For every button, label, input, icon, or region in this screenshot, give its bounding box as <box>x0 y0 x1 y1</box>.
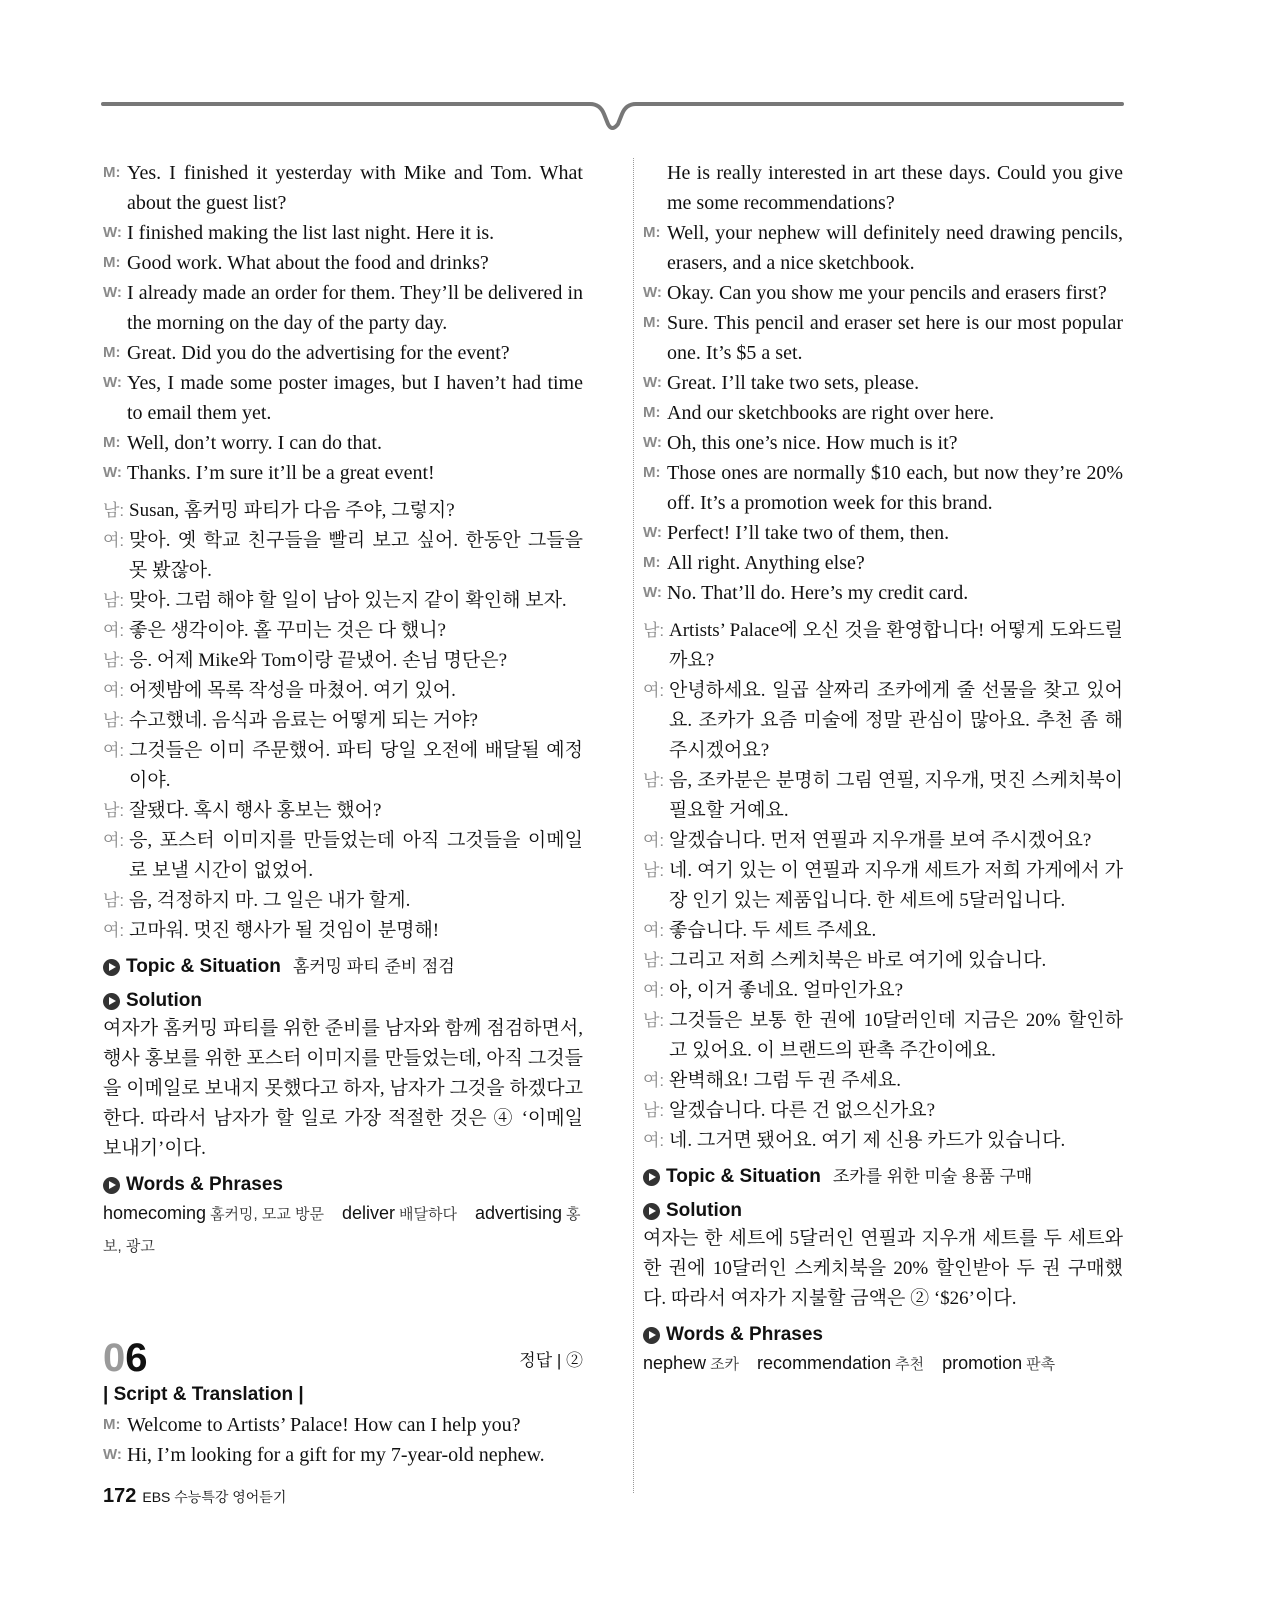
speaker-label: 여: <box>643 921 665 940</box>
solution-label: Solution <box>666 1200 742 1221</box>
word-english: promotion <box>942 1353 1023 1373</box>
word-english: nephew <box>643 1353 707 1373</box>
dialogue-text: 수고했네. 음식과 음료는 어떻게 되는 거야? <box>129 710 478 731</box>
topic-heading <box>643 1164 1123 1190</box>
play-circle-icon <box>643 1327 660 1344</box>
dialogue-line <box>643 308 1123 368</box>
speaker-label: 여: <box>643 1071 665 1090</box>
speaker-label: 여: <box>103 681 125 700</box>
speaker-label: 여: <box>643 981 665 1000</box>
speaker-label: 남: <box>103 891 125 910</box>
speaker-label: W: <box>643 284 662 301</box>
speaker-label: M: <box>103 1416 121 1433</box>
problem-number <box>103 1336 148 1380</box>
speaker-label: M: <box>103 254 121 271</box>
speaker-label: 남: <box>103 591 125 610</box>
speaker-label: 여: <box>103 621 125 640</box>
dialogue-line <box>103 248 583 278</box>
dialogue-line <box>643 278 1123 308</box>
word-korean: 홈커밍, 모교 방문 <box>210 1206 324 1223</box>
word-english: advertising <box>475 1203 563 1223</box>
dialogue-line <box>103 458 583 488</box>
word-korean: 조카 <box>710 1356 740 1373</box>
dialogue-line <box>103 338 583 368</box>
dialogue-text: 그리고 저희 스케치북은 바로 여기에 있습니다. <box>669 950 1047 971</box>
speaker-label: 남: <box>103 501 125 520</box>
problem-number-second: 6 <box>125 1336 148 1380</box>
speaker-label: W: <box>103 1446 122 1463</box>
dialogue-text: I already made an order for them. They’ll be delivered in the morning on the day of the party day. <box>127 282 583 334</box>
dialogue-text: 음, 걱정하지 마. 그 일은 내가 할게. <box>129 890 411 911</box>
dialogue-line <box>643 218 1123 278</box>
dialogue-text: Sure. This pencil and eraser set here is our most popular one. It’s $5 a set. <box>667 312 1123 364</box>
dialogue-text: Okay. Can you show me your pencils and erasers first? <box>667 282 1107 304</box>
dialogue-text: Well, your nephew will definitely need drawing pencils, erasers, and a nice sketchbook. <box>667 222 1123 274</box>
play-circle-icon <box>643 1203 660 1220</box>
dialogue-text: Great. I’ll take two sets, please. <box>667 372 920 394</box>
dialogue-line <box>643 1126 1123 1156</box>
speaker-label: M: <box>103 434 121 451</box>
words-list <box>643 1348 1123 1380</box>
dialogue-line <box>103 646 583 676</box>
dialogue-line <box>103 796 583 826</box>
speaker-label: 여: <box>103 531 125 550</box>
words-heading <box>103 1172 583 1198</box>
problem-dialogue <box>103 1410 583 1470</box>
speaker-label: W: <box>643 584 662 601</box>
dialogue-line <box>103 886 583 916</box>
dialogue-text: Artists’ Palace에 오신 것을 환영합니다! 어떻게 도와드릴까요? <box>669 620 1123 671</box>
dialogue-line <box>103 1410 583 1440</box>
topic-label: Topic & Situation <box>126 956 281 977</box>
dialogue-english <box>643 158 1123 608</box>
problem-number-first: 0 <box>103 1336 126 1380</box>
dialogue-line <box>103 368 583 428</box>
words-label: Words & Phrases <box>666 1324 823 1345</box>
problem-06 <box>103 1336 583 1470</box>
dialogue-text: 좋습니다. 두 세트 주세요. <box>669 920 877 941</box>
dialogue-line <box>643 548 1123 578</box>
speaker-label: M: <box>643 404 661 421</box>
words-list <box>103 1198 583 1262</box>
speaker-label: M: <box>643 314 661 331</box>
dialogue-korean <box>103 496 583 946</box>
dialogue-line <box>643 458 1123 518</box>
speaker-label: W: <box>643 524 662 541</box>
speaker-label: 남: <box>643 1011 665 1030</box>
solution-text: 여자는 한 세트에 5달러인 연필과 지우개 세트를 두 세트와 한 권에 10달러인 스케치북을 20% 할인받아 두 권 구매했다. 따라서 여자가 지불할 금액은 ② ‘$26’이다. <box>643 1228 1123 1309</box>
word-korean: 홍보, 광고 <box>103 1206 581 1255</box>
dialogue-line <box>643 946 1123 976</box>
speaker-label: 남: <box>643 951 665 970</box>
dialogue-text: Good work. What about the food and drinks? <box>127 252 489 274</box>
dialogue-text: 완벽해요! 그럼 두 권 주세요. <box>669 1070 901 1091</box>
word-english: homecoming <box>103 1203 207 1223</box>
dialogue-text: 그것들은 이미 주문했어. 파티 당일 오전에 배달될 예정이야. <box>129 740 583 791</box>
dialogue-line <box>103 218 583 248</box>
dialogue-text: 네. 그거면 됐어요. 여기 제 신용 카드가 있습니다. <box>669 1130 1066 1151</box>
word-korean: 배달하다 <box>399 1206 457 1223</box>
dialogue-line <box>103 278 583 338</box>
dialogue-text: No. That’ll do. Here’s my credit card. <box>667 582 969 604</box>
dialogue-text: And our sketchbooks are right over here. <box>667 402 995 424</box>
speaker-label: 남: <box>103 801 125 820</box>
speaker-label: 여: <box>103 741 125 760</box>
dialogue-line <box>643 1066 1123 1096</box>
dialogue-text: 좋은 생각이야. 홀 꾸미는 것은 다 했니? <box>129 620 446 641</box>
dialogue-line <box>643 676 1123 766</box>
dialogue-line <box>103 706 583 736</box>
dialogue-text: 알겠습니다. 먼저 연필과 지우개를 보여 주시겠어요? <box>669 830 1092 851</box>
speaker-label: 남: <box>103 651 125 670</box>
dialogue-text: 응. 어제 Mike와 Tom이랑 끝냈어. 손님 명단은? <box>129 650 508 671</box>
dialogue-text: He is really interested in art these days. Could you give me some recommendations? <box>667 162 1123 214</box>
dialogue-text: I finished making the list last night. Here it is. <box>127 222 495 244</box>
dialogue-line <box>643 578 1123 608</box>
speaker-label: 여: <box>643 831 665 850</box>
left-column <box>103 158 583 1470</box>
speaker-label: 여: <box>103 921 125 940</box>
words-heading <box>643 1322 1123 1348</box>
topic-heading <box>103 954 583 980</box>
speaker-label: M: <box>643 464 661 481</box>
dialogue-line <box>103 158 583 218</box>
script-translation-label: | Script & Translation | <box>103 1384 304 1405</box>
book-title: EBS 수능특강 영어듣기 <box>142 1489 287 1505</box>
dialogue-line <box>643 1006 1123 1066</box>
dialogue-line <box>643 616 1123 676</box>
dialogue-text: Well, don’t worry. I can do that. <box>127 432 382 454</box>
dialogue-text: Hi, I’m looking for a gift for my 7-year-old nephew. <box>127 1444 545 1466</box>
dialogue-line <box>643 916 1123 946</box>
speaker-label: 여: <box>103 831 125 850</box>
dialogue-text: 안녕하세요. 일곱 살짜리 조카에게 줄 선물을 찾고 있어요. 조카가 요즘 미술에 정말 관심이 많아요. 추천 좀 해 주시겠어요? <box>669 680 1123 761</box>
dialogue-text: Yes, I made some poster images, but I haven’t had time to email them yet. <box>127 372 583 424</box>
dialogue-text: 응, 포스터 이미지를 만들었는데 아직 그것들을 이메일로 보낼 시간이 없었어. <box>129 830 583 881</box>
dialogue-text: Yes. I finished it yesterday with Mike and Tom. What about the guest list? <box>127 162 583 214</box>
dialogue-line <box>643 428 1123 458</box>
right-column <box>643 158 1123 1470</box>
dialogue-line <box>103 586 583 616</box>
speaker-label: W: <box>643 434 662 451</box>
dialogue-text: All right. Anything else? <box>667 552 865 574</box>
dialogue-korean <box>643 616 1123 1156</box>
dialogue-text: Those ones are normally $10 each, but now they’re 20% off. It’s a promotion week for this brand. <box>667 462 1123 514</box>
speaker-label: M: <box>103 344 121 361</box>
dialogue-text: Thanks. I’m sure it’ll be a great event! <box>127 462 435 484</box>
speaker-label: W: <box>103 224 122 241</box>
word-english: deliver <box>342 1203 396 1223</box>
play-circle-icon <box>103 959 120 976</box>
dialogue-line <box>103 428 583 458</box>
solution-heading <box>643 1198 1123 1224</box>
dialogue-line <box>103 496 583 526</box>
speaker-label: 여: <box>643 681 665 700</box>
dialogue-text: Oh, this one’s nice. How much is it? <box>667 432 958 454</box>
answer-label: 정답 | ② <box>519 1350 583 1370</box>
speaker-label: W: <box>103 374 122 391</box>
solution-text: 여자가 홈커밍 파티를 위한 준비를 남자와 함께 점검하면서, 행사 홍보를 위한 포스터 이미지를 만들었는데, 아직 그것들을 이메일로 보내지 못했다고 하자, 남자가 그것을 하겠다고 한다. 따라서 남자가 할 일로 가장 적절한 것은 ④ ‘이메일 보내기’이다. <box>103 1018 583 1159</box>
speaker-label: 남: <box>643 861 665 880</box>
dialogue-text: 맞아. 그럼 해야 할 일이 남아 있는지 같이 확인해 보자. <box>129 590 567 611</box>
topic-text: 조카를 위한 미술 용품 구매 <box>832 1167 1033 1186</box>
speaker-label: M: <box>103 164 121 181</box>
dialogue-line <box>643 826 1123 856</box>
speaker-label: 남: <box>643 621 665 640</box>
dialogue-text: 고마워. 멋진 행사가 될 것임이 분명해! <box>129 920 440 941</box>
word-korean: 판촉 <box>1026 1356 1056 1373</box>
page-number: 172 <box>103 1485 137 1507</box>
dialogue-line <box>643 398 1123 428</box>
play-circle-icon <box>643 1169 660 1186</box>
dialogue-line <box>103 676 583 706</box>
dialogue-line <box>103 916 583 946</box>
dialogue-text: 음, 조카분은 분명히 그림 연필, 지우개, 멋진 스케치북이 필요할 거예요. <box>669 770 1123 821</box>
speaker-label: W: <box>103 284 122 301</box>
dialogue-line <box>643 518 1123 548</box>
dialogue-text: 맞아. 옛 학교 친구들을 빨리 보고 싶어. 한동안 그들을 못 봤잖아. <box>129 530 583 581</box>
page-footer <box>103 1485 286 1508</box>
dialogue-text: 알겠습니다. 다른 건 없으신가요? <box>669 1100 936 1121</box>
topic-label: Topic & Situation <box>666 1166 821 1187</box>
speaker-label: 남: <box>643 771 665 790</box>
play-circle-icon <box>103 1177 120 1194</box>
dialogue-text: Perfect! I’ll take two of them, then. <box>667 522 950 544</box>
dialogue-line <box>103 736 583 796</box>
header-rule <box>0 0 1280 150</box>
speaker-label: W: <box>643 374 662 391</box>
dialogue-line <box>643 766 1123 826</box>
dialogue-text: 잘됐다. 혹시 행사 홍보는 했어? <box>129 800 382 821</box>
dialogue-line <box>643 1096 1123 1126</box>
dialogue-line <box>103 526 583 586</box>
dialogue-line <box>103 1440 583 1470</box>
speaker-label: M: <box>643 554 661 571</box>
word-korean: 추천 <box>895 1356 925 1373</box>
dialogue-line <box>103 826 583 886</box>
speaker-label: M: <box>643 224 661 241</box>
dialogue-text: Welcome to Artists’ Palace! How can I help you? <box>127 1414 521 1436</box>
dialogue-text: Great. Did you do the advertising for the event? <box>127 342 510 364</box>
column-divider <box>633 158 634 1493</box>
speaker-label: W: <box>103 464 122 481</box>
dialogue-text: Susan, 홈커밍 파티가 다음 주야, 그렇지? <box>129 500 455 521</box>
dialogue-text: 아, 이거 좋네요. 얼마인가요? <box>669 980 904 1001</box>
play-circle-icon <box>103 993 120 1010</box>
dialogue-line <box>643 368 1123 398</box>
solution-label: Solution <box>126 990 202 1011</box>
dialogue-line <box>643 158 1123 218</box>
speaker-label: 남: <box>643 1101 665 1120</box>
solution-heading <box>103 988 583 1014</box>
dialogue-line <box>103 616 583 646</box>
speaker-label: 여: <box>643 1131 665 1150</box>
dialogue-english <box>103 158 583 488</box>
speaker-label: 남: <box>103 711 125 730</box>
dialogue-line <box>643 976 1123 1006</box>
dialogue-line <box>643 856 1123 916</box>
words-label: Words & Phrases <box>126 1174 283 1195</box>
word-english: recommendation <box>757 1353 892 1373</box>
dialogue-text: 그것들은 보통 한 권에 10달러인데 지금은 20% 할인하고 있어요. 이 브랜드의 판촉 주간이에요. <box>669 1010 1123 1061</box>
topic-text: 홈커밍 파티 준비 점검 <box>292 957 455 976</box>
dialogue-text: 네. 여기 있는 이 연필과 지우개 세트가 저희 가게에서 가장 인기 있는 제품입니다. 한 세트에 5달러입니다. <box>669 860 1123 911</box>
dialogue-text: 어젯밤에 목록 작성을 마쳤어. 여기 있어. <box>129 680 456 701</box>
